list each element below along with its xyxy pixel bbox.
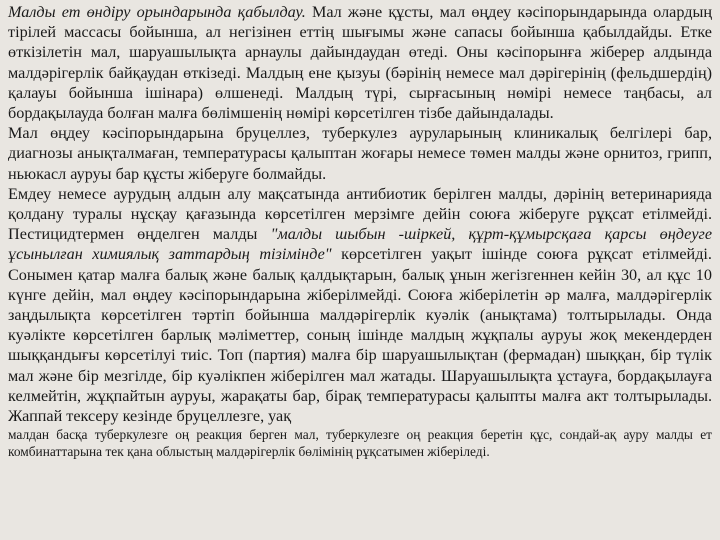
paragraph-3-part-b: көрсетілген уақыт ішінде союға рұқсат етілмейді. Сонымен қатар малға балық және балық қалдықтарын, балық ұнын жегізгеннен кейін 30, ал құс 10 күнге дейін, мал өңдеу кәсіпорындарына жіберілмейді. Союға жіберілетін әр малға, малдәрігерлік заңдылықта көрсетілген тәртіп бойынша малдәрігерлік куәлік (анықтама) толтырылады. Онда куәлікте көрсетілген барлық мәліметтер, соның ішінде малдың жұқпалы ауруы жоқ мекендерден шыққандығы көрсетілуі тиіс. Топ (партия) малға бір шаруашылықтан (фермадан) шыққан, бір түлік мал және бір мезгілде, бір куәлікпен жіберілген мал жатады. Шаруашылықта ұстауға, бордақылауға келмейтін, жұқпайтын ауруы, жарақаты бар, бірақ температурасы қалыпты малға акт толтырылады. Жаппай тексеру кезінде бруцеллезге, уақ (8, 245, 712, 426)
paragraph-1-body: Мал және құсты, мал өңдеу кәсіпорындарында олардың тірілей массасы бойынша, ал негізінен еттің шығымы және сапасы бойынша қабылдайды. Етке өткізілетін мал, шаруашылықта арнаулы дайындаудан өтеді. Оны кәсіпорынға жіберер алдында малдәрігерлік байқаудан өткізеді. Малдың ене қызуы (бәрінің немесе мал дәрігерінің (фельдшердің) қалауы бойынша ішінара) өлшенеді. Малдың түрі, сырғасының нөмірі немесе таңбасы, ал бордақылауда болған малға бөлімшенің нөмірі көрсетілген тізбе дайындалады. (8, 3, 712, 123)
document-page (4, 0, 716, 540)
paragraph-1 (8, 2, 712, 123)
paragraph-3 (8, 184, 712, 426)
paragraph-3-emphasis: "малды шыбын -шіркей, құрт-құмырсқаға қарсы өңдеуге ұсынылған химиялық заттардың тізімінде" (8, 225, 713, 264)
paragraph-2: Мал өңдеу кәсіпорындарына бруцеллез, туберкулез ауруларының клиникалық белгілері бар, диагнозы анықталмаған, температурасы қалыптан жоғары немесе төмен малды және орнитоз, грипп, ньюкасл ауруы бар құсты жіберуге болмайды. (8, 124, 712, 183)
paragraph-3-part-a: Емдеу немесе аурудың алдын алу мақсатында антибиотик берілген малды, дәрінің ветеринарияда қолдану туралы нұсқау қағазында көрсетілген мерзімге дейін союға жіберуге рұқсат етілмейді. Пестицидтермен өңделген малды (8, 184, 712, 244)
paragraph-3-tail: малдан басқа туберкулезге оң реакция берген мал, туберкулезге оң реакция беретін құс, сондай-ақ ауру малды ет комбинаттарына тек қана облыстың малдәрігерлік бөлімінің рұқсатымен жіберіледі. (8, 427, 712, 460)
section-heading: Малды ет өндіру орындарында қабылдау. (8, 3, 306, 21)
